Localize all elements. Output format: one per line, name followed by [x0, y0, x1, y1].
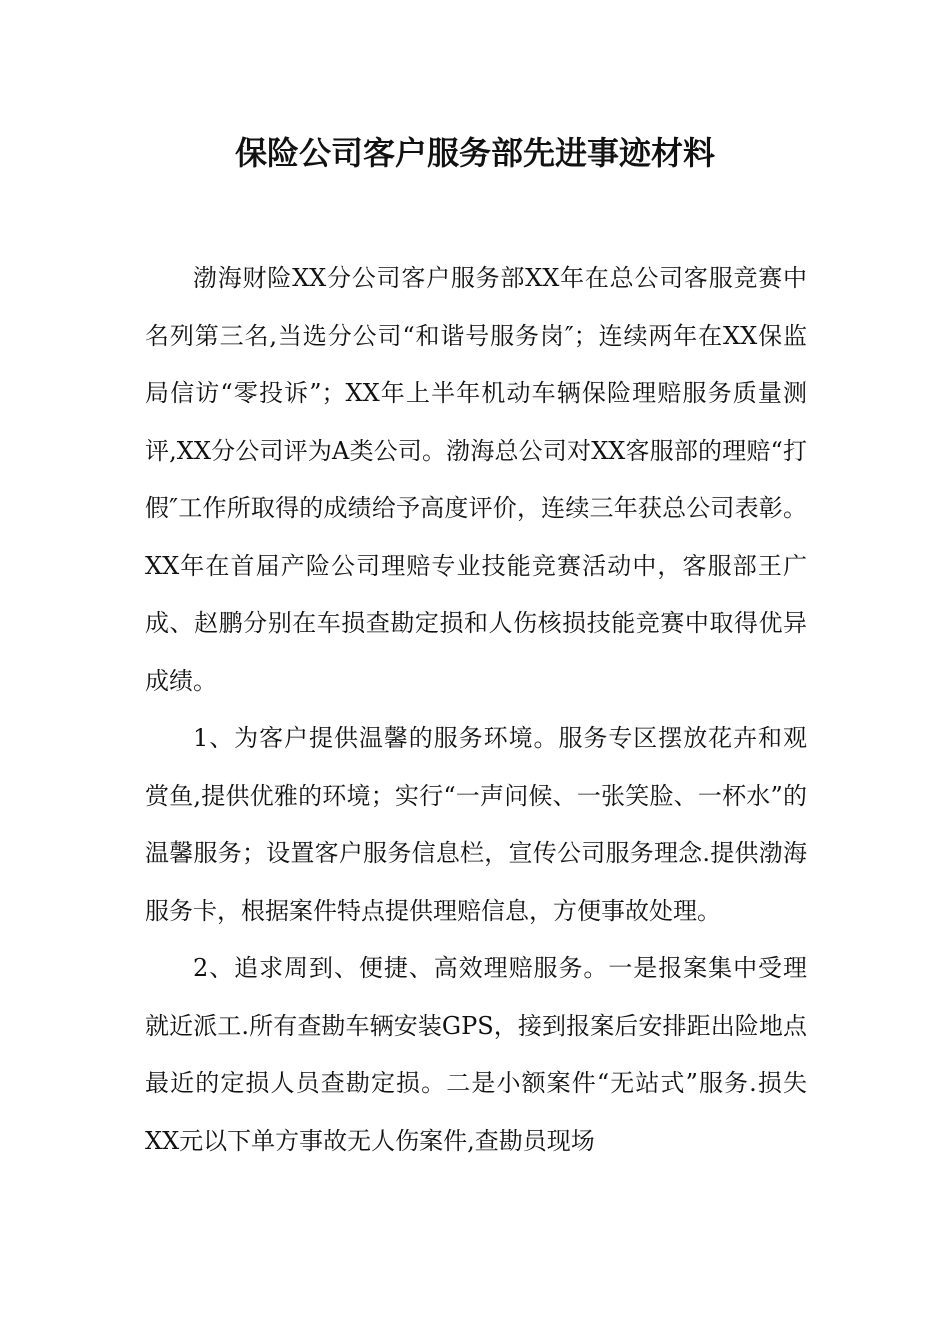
paragraph-claims-service: 2、追求周到、便捷、高效理赔服务。一是报案集中受理就近派工.所有查勘车辆安装GPS，接到报案后安排距出险地点最近的定损人员查勘定损。二是小额案件“无站式”服务.损失XX元以下单方事故无人伤案件,查勘员现场	[145, 954, 807, 1155]
paragraph-intro: 渤海财险XX分公司客户服务部XX年在总公司客服竞赛中名列第三名,当选分公司“和谐号服务岗″；连续两年在XX保监局信访“零投诉”；XX年上半年机动车辆保险理赔服务质量测评,XX分公司评为A类公司。渤海总公司对XX客服部的理赔“打假″工作所取得的成绩给予高度评价，连续三年获总公司表彰。XX年在首届产险公司理赔专业技能竞赛活动中，客服部王广成、赵鹏分别在车损查勘定损和人伤核损技能竞赛中取得优异成绩。	[145, 264, 807, 695]
paragraph-service-environment: 1、为客户提供温馨的服务环境。服务专区摆放花卉和观赏鱼,提供优雅的环境；实行“一声问候、一张笑脸、一杯水”的温馨服务；设置客户服务信息栏，宣传公司服务理念.提供渤海服务卡，根据案件特点提供理赔信息，方便事故处理。	[145, 724, 807, 925]
document-body	[145, 250, 807, 1170]
document-title: 保险公司客户服务部先进事迹材料	[234, 134, 715, 172]
